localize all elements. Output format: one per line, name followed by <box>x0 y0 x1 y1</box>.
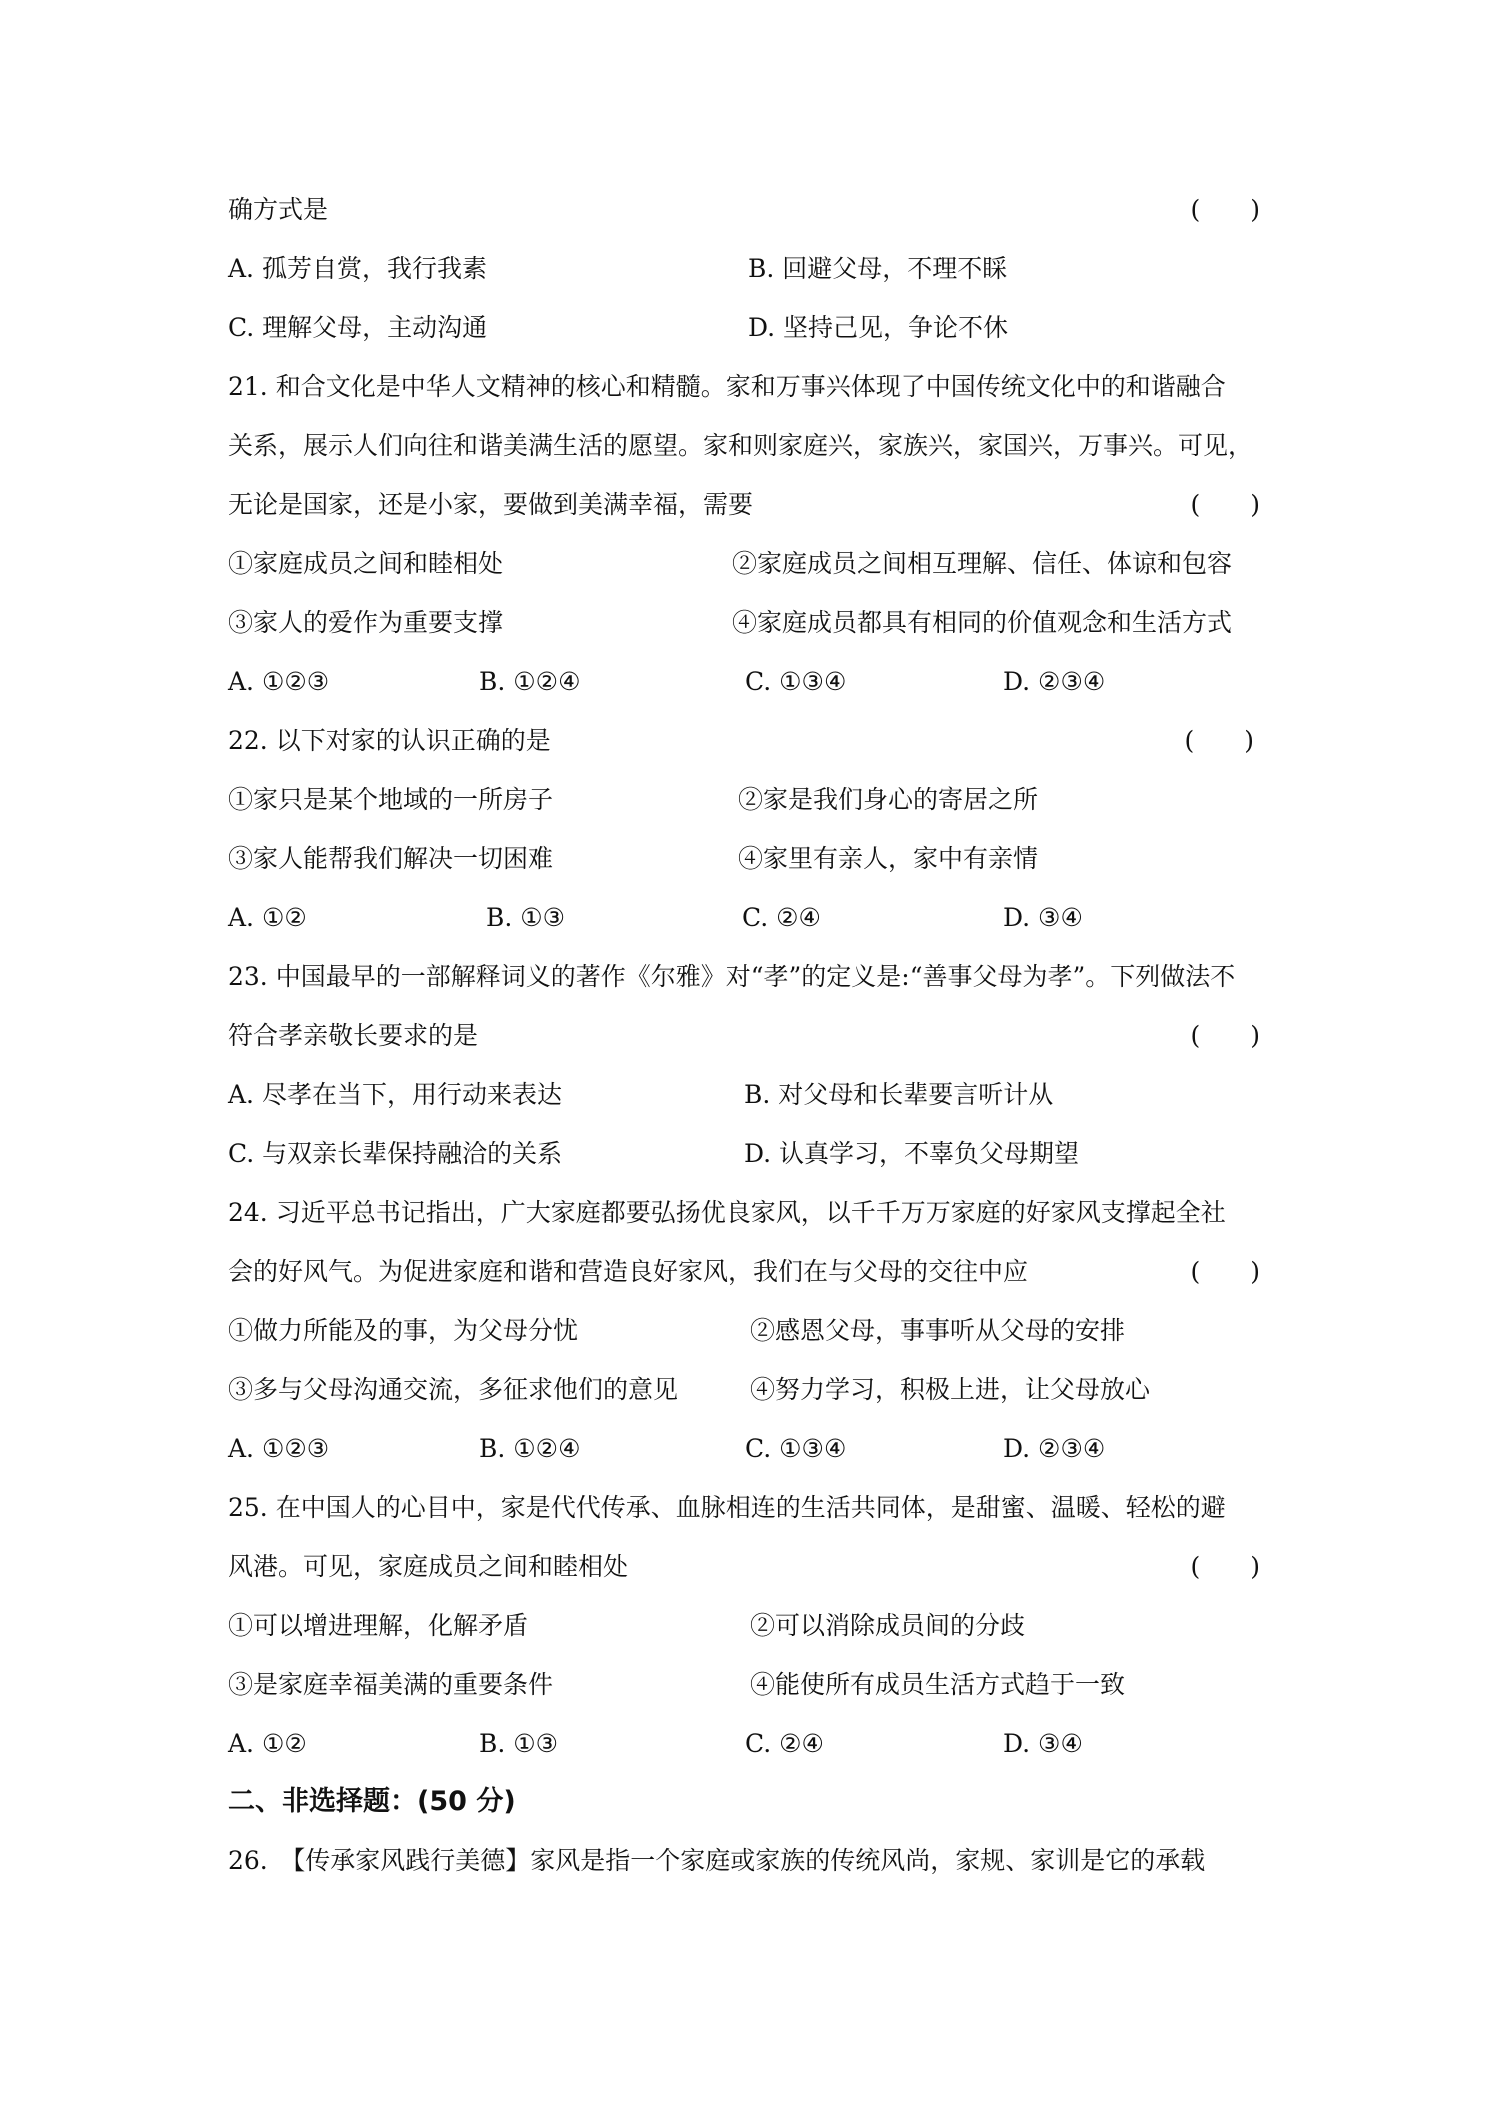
q25-item-1: ①可以增进理解，化解矛盾 <box>228 1611 529 1640</box>
q22-stem-text: 22. 以下对家的认识正确的是 <box>228 726 551 755</box>
q22-item-3: ③家人能帮我们解决一切困难 <box>228 844 554 873</box>
q21-option-d: D. ②③④ <box>1003 667 1106 696</box>
q24-item-2: ②感恩父母，事事听从父母的安排 <box>750 1316 1126 1345</box>
q21-item-2: ②家庭成员之间相互理解、信任、体谅和包容 <box>732 549 1233 578</box>
q25-option-c: C. ②④ <box>745 1729 824 1758</box>
q21-item-3: ③家人的爱作为重要支撑 <box>228 608 504 637</box>
q22-stem <box>228 723 1270 759</box>
q21-item-4: ④家庭成员都具有相同的价值观念和生活方式 <box>732 608 1233 637</box>
q23-option-b: B. 对父母和长辈要言听计从 <box>744 1080 1054 1109</box>
q22-answer-bracket: ( ) <box>1184 726 1254 755</box>
q21-answer-bracket: ( ) <box>1190 490 1260 519</box>
q21-item-1: ①家庭成员之间和睦相处 <box>228 549 504 578</box>
q23-answer-bracket: ( ) <box>1190 1021 1260 1050</box>
q24-item-1: ①做力所能及的事，为父母分忧 <box>228 1316 579 1345</box>
q20-answer-bracket: ( ) <box>1190 195 1260 224</box>
q22-option-c: C. ②④ <box>742 903 821 932</box>
q24-item-3: ③多与父母沟通交流，多征求他们的意见 <box>228 1375 679 1404</box>
q25-item-3: ③是家庭幸福美满的重要条件 <box>228 1670 554 1699</box>
q21-stem-line-1: 21. 和合文化是中华人文精神的核心和精髓。家和万事兴体现了中国传统文化中的和谐融合 <box>228 372 1226 401</box>
q21-stem-line-3 <box>228 487 1270 523</box>
q23-option-c: C. 与双亲长辈保持融洽的关系 <box>228 1139 563 1168</box>
q20-option-a: A. 孤芳自赏，我行我素 <box>228 254 487 283</box>
q21-option-b: B. ①②④ <box>479 667 581 696</box>
q22-item-4: ④家里有亲人，家中有亲情 <box>738 844 1039 873</box>
q20-stem-text: 确方式是 <box>228 195 329 224</box>
q22-option-b: B. ①③ <box>486 903 566 932</box>
q24-item-4: ④努力学习，积极上进，让父母放心 <box>750 1375 1151 1404</box>
q23-stem-line-1: 23. 中国最早的一部解释词义的著作《尔雅》对“孝”的定义是:“善事父母为孝”。下列做法不 <box>228 962 1236 991</box>
q20-option-b: B. 回避父母，不理不睬 <box>748 254 1008 283</box>
q25-option-b: B. ①③ <box>479 1729 559 1758</box>
q20-option-c: C. 理解父母，主动沟通 <box>228 313 488 342</box>
q20-stem <box>228 192 1270 228</box>
q25-item-4: ④能使所有成员生活方式趋于一致 <box>750 1670 1126 1699</box>
q24-stem-line-2-text: 会的好风气。为促进家庭和谐和营造良好家风，我们在与父母的交往中应 <box>228 1257 1029 1286</box>
q22-option-a: A. ①② <box>228 903 307 932</box>
q21-option-c: C. ①③④ <box>745 667 847 696</box>
q24-stem-line-2 <box>228 1254 1270 1290</box>
q25-stem-line-2-text: 风港。可见，家庭成员之间和睦相处 <box>228 1552 629 1581</box>
q24-stem-line-1: 24. 习近平总书记指出，广大家庭都要弘扬优良家风，以千千万万家庭的好家风支撑起全社 <box>228 1198 1226 1227</box>
q22-item-1: ①家只是某个地域的一所房子 <box>228 785 554 814</box>
q23-option-d: D. 认真学习，不辜负父母期望 <box>744 1139 1080 1168</box>
q25-item-2: ②可以消除成员间的分歧 <box>750 1611 1026 1640</box>
q21-stem-line-2: 关系，展示人们向往和谐美满生活的愿望。家和则家庭兴，家族兴，家国兴，万事兴。可见， <box>228 431 1254 460</box>
q24-option-d: D. ②③④ <box>1003 1434 1106 1463</box>
q26-stem-line-1: 26. 【传承家风践行美德】家风是指一个家庭或家族的传统风尚，家规、家训是它的承载 <box>228 1846 1206 1875</box>
q25-answer-bracket: ( ) <box>1190 1552 1260 1581</box>
q25-option-a: A. ①② <box>228 1729 307 1758</box>
q24-answer-bracket: ( ) <box>1190 1257 1260 1286</box>
q25-option-d: D. ③④ <box>1003 1729 1083 1758</box>
q23-option-a: A. 尽孝在当下，用行动来表达 <box>228 1080 562 1109</box>
q24-option-b: B. ①②④ <box>479 1434 581 1463</box>
q20-option-d: D. 坚持己见，争论不休 <box>748 313 1009 342</box>
q23-stem-line-2 <box>228 1018 1270 1054</box>
section-2-heading: 二、非选择题：(50 分) <box>228 1786 516 1817</box>
q24-option-c: C. ①③④ <box>745 1434 847 1463</box>
q21-option-a: A. ①②③ <box>228 667 330 696</box>
q24-option-a: A. ①②③ <box>228 1434 330 1463</box>
q22-option-d: D. ③④ <box>1003 903 1083 932</box>
exam-page <box>228 0 1270 2104</box>
q23-stem-line-2-text: 符合孝亲敬长要求的是 <box>228 1021 479 1050</box>
q25-stem-line-2 <box>228 1549 1270 1585</box>
q22-item-2: ②家是我们身心的寄居之所 <box>738 785 1039 814</box>
q21-stem-line-3-text: 无论是国家，还是小家，要做到美满幸福，需要 <box>228 490 754 519</box>
q25-stem-line-1: 25. 在中国人的心目中，家是代代传承、血脉相连的生活共同体，是甜蜜、温暖、轻松的避 <box>228 1493 1226 1522</box>
